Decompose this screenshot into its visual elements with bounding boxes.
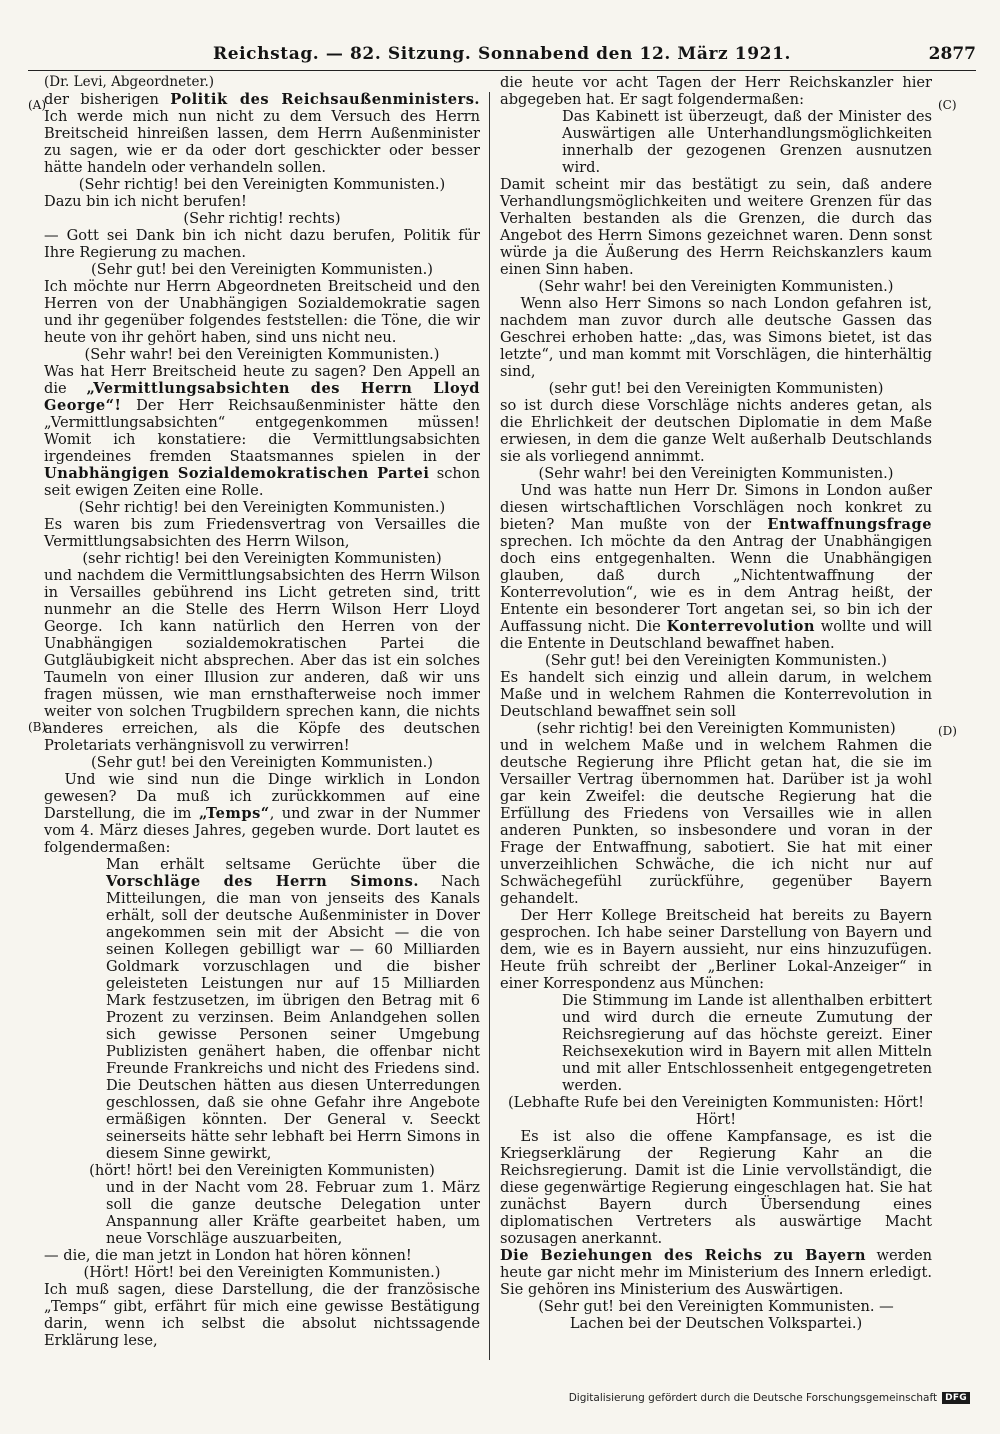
paragraph: Damit scheint mir das bestätigt zu sein, daß andere Verhandlungsmöglichkeiten und weitere Grenzen für das Verhalten bestanden als die Grenzen, die durch das Angebot des Herrn Simons gezeichnet waren. Denn sonst würde ja die Äußerung des Herrn Reichskanzlers kaum einen Sinn haben.	[500, 176, 932, 278]
text-run: werden heute gar nicht mehr im Ministerium des Innern erledigt. Sie gehören ins Ministerium des Auswärtigen.	[500, 1247, 933, 1298]
interjection: Lachen bei der Deutschen Volkspartei.)	[569, 1315, 863, 1332]
interjection: (Hört! Hört! bei den Vereinigten Kommunisten.)	[83, 1264, 441, 1281]
paragraph: Ich muß sagen, diese Darstellung, die der französische „Temps“ gibt, erfährt für mich eine gewisse Bestätigung darin, wenn ich selbst die absolut nichtssagende Erklärung lese,	[44, 1281, 480, 1349]
paragraph: Der Herr Kollege Breitscheid hat bereits zu Bayern gesprochen. Ich habe seiner Darstellung von Bayern und dem, wie es in Bayern aussieht, nur eins hinzuzufügen. Heute früh schreibt der „Berliner Lokal-Anzeiger“ in einer Korrespondenz aus München:	[500, 907, 932, 992]
emphasis-text: Entwaffnungsfrage	[767, 516, 932, 533]
paragraph	[44, 91, 480, 176]
paragraph: — Gott sei Dank bin ich nicht dazu berufen, Politik für Ihre Regierung zu machen.	[44, 227, 480, 261]
interjection: (Sehr wahr! bei den Vereinigten Kommunisten.)	[538, 465, 894, 482]
funding-note: Digitalisierung gefördert durch die Deutsche Forschungsgemeinschaft	[568, 1392, 938, 1404]
paragraph: so ist durch diese Vorschläge nichts anderes getan, als die Ehrlichkeit der deutschen Diplomatie in dem Maße erwiesen, in dem die ganze Welt außerhalb Deutschlands sie als vorliegend annimmt.	[500, 397, 932, 465]
emphasis-text: „Vermittlungsabsichten des Herrn Lloyd George“!	[44, 380, 480, 414]
interjection: (Sehr richtig! bei den Vereinigten Kommunisten.)	[78, 499, 446, 516]
interjection: (Sehr gut! bei den Vereinigten Kommunisten.)	[545, 652, 887, 669]
text-run: wollte und will die Entente in Deutschland bewaffnet haben.	[500, 618, 932, 652]
emphasis-text: Unabhängigen Sozialdemokratischen Partei	[44, 465, 430, 482]
emphasis-text: Konterrevolution	[666, 618, 815, 635]
text-run: Was hat Herr Breitscheid heute zu sagen? Den Appell an die	[44, 363, 480, 397]
margin-marker-a: (A)	[28, 98, 47, 112]
interjection: (hört! hört! bei den Vereinigten Kommunisten)	[89, 1162, 435, 1179]
paragraph: — die, die man jetzt in London hat hören können!	[44, 1247, 412, 1264]
page-number: 2877	[928, 44, 976, 64]
paragraph: Es handelt sich einzig und allein darum, in welchem Maße und in welchem Rahmen die Konterrevolution in Deutschland bewaffnet sein soll	[500, 669, 932, 720]
paragraph: und nachdem die Vermittlungsabsichten des Herrn Wilson in Versailles gebührend ins Licht getreten sind, tritt nunmehr an die Stelle des Herrn Wilson Herr Lloyd George. Ich kann natürlich den Herren von der Unabhängigen sozialdemokratischen Partei die Gutgläubigkeit nicht absprechen. Aber das ist ein solches Taumeln von einer Illusion zur anderen, daß wir uns fragen müssen, wie man ernsthafterweise noch immer weiter von solchen Trugbildern sprechen kann, die nichts anderes erreichen, als die Köpfe des deutschen Proletariats verhängnisvoll zu verwirren!	[44, 567, 480, 754]
page-header	[28, 42, 976, 71]
interjection: (sehr gut! bei den Vereinigten Kommunisten)	[548, 380, 884, 397]
paragraph	[500, 482, 932, 652]
interjection: (Sehr gut! bei den Vereinigten Kommunisten. —	[538, 1298, 894, 1315]
emphasis-text: Politik des Reichsaußenministers.	[170, 91, 480, 108]
right-column	[500, 74, 932, 1332]
interjection: (sehr richtig! bei den Vereinigten Kommunisten)	[82, 550, 442, 567]
block-quote: und in der Nacht vom 28. Februar zum 1. März soll die ganze deutsche Delegation unter Anspannung aller Kräfte gearbeitet haben, um neue Vorschläge auszuarbeiten,	[106, 1179, 480, 1247]
paragraph: Dazu bin ich nicht berufen!	[44, 193, 247, 210]
text-run: , und zwar in der Nummer vom 4. März dieses Jahres, gegeben wurde. Dort lautet es folgendermaßen:	[44, 805, 480, 856]
paragraph	[500, 1247, 932, 1298]
emphasis-text: Vorschläge des Herrn Simons.	[106, 873, 419, 890]
margin-marker-d: (D)	[938, 724, 957, 738]
column-divider	[489, 92, 490, 1360]
page-title: Reichstag. — 82. Sitzung. Sonnabend den 12. März 1921.	[212, 44, 792, 64]
text-run: Und wie sind nun die Dinge wirklich in London gewesen? Da muß ich zurückkommen auf eine Darstellung, die im	[44, 771, 480, 822]
text-run: Ich werde mich nun nicht zu dem Versuch des Herrn Breitscheid hinreißen lassen, dem Herrn Außenminister zu sagen, wie er da oder dort geschickter oder besser hätte handeln oder verhandeln sollen.	[44, 108, 480, 176]
margin-marker-b: (B)	[28, 720, 47, 734]
paragraph: Es waren bis zum Friedensvertrag von Versailles die Vermittlungsabsichten des Herrn Wilson,	[44, 516, 480, 550]
speaker-line: (Dr. Levi, Abgeordneter.)	[44, 74, 214, 90]
paragraph: die heute vor acht Tagen der Herr Reichskanzler hier abgegeben hat. Er sagt folgendermaßen:	[500, 74, 932, 108]
text-run: Und was hatte nun Herr Dr. Simons in London außer diesen wirtschaftlichen Vorschlägen noch konkret zu bieten? Man mußte von der	[500, 482, 932, 533]
text-run: Nach Mitteilungen, die man von jenseits des Kanals erhält, soll der deutsche Außenminister in Dover angekommen sein mit der Absicht — die von seinen Kollegen gebilligt war — 60 Milliarden Goldmark vorzuschlagen und die bisher geleisteten Leistungen nur auf 15 Milliarden Mark festzusetzen, im übrigen den Betrag mit 6 Prozent zu verzinsen. Beim Anlandgehen sollen sich gewisse Personen seiner Umgebung Publizisten genähert haben, die offenbar nicht Freunde Frankreichs und nicht des Friedens sind. Die Deutschen hätten aus diesen Unterredungen geschlossen, daß sie ohne Gefahr ihre Angebote ermäßigen könnten. Der General v. Seeckt seinerseits hätte sehr lebhaft bei Herrn Simons in diesem Sinne gewirkt,	[106, 873, 480, 1162]
block-quote: Das Kabinett ist überzeugt, daß der Minister des Auswärtigen alle Unterhandlungsmöglichkeiten innerhalb der gezogenen Grenzen ausnutzen wird.	[562, 108, 932, 176]
emphasis-text: „Temps“	[198, 805, 270, 822]
block-quote	[106, 856, 480, 1162]
block-quote: Die Stimmung im Lande ist allenthalben erbittert und wird durch die erneute Zumutung der Reichsregierung auf das höchste gereizt. Einer Reichsexekution wird in Bayern mit allen Mitteln und mit aller Entschlossenheit entgegengetreten werden.	[562, 992, 932, 1094]
text-run: Der Herr Reichsaußenminister hätte den „Vermittlungsabsichten“ entgegenkommen müssen! Womit ich konstatiere: die Vermittlungsabsichten irgendeines fremden Staatsmannes spielen in der	[44, 397, 480, 465]
paragraph: Es ist also die offene Kampfansage, es ist die Kriegserklärung der Regierung Kahr an die Reichsregierung. Damit ist die Linie vervollständigt, die diese gegenwärtige Regierung eingeschlagen hat. Sie hat zunächst Bayern durch Übersendung eines diplomatischen Vertreters als auswärtige Macht sozusagen anerkannt.	[500, 1128, 932, 1247]
emphasis-text: Die Beziehungen des Reichs zu Bayern	[500, 1247, 867, 1264]
paragraph: Ich möchte nur Herrn Abgeordneten Breitscheid und den Herren von der Unabhängigen Sozialdemokratie sagen und ihr gegenüber folgendes feststellen: die Töne, die wir heute von ihr gehört haben, sind uns nicht neu.	[44, 278, 480, 346]
text-run: sprechen. Ich möchte da den Antrag der Unabhängigen doch eins entgegenhalten. Wenn die Unabhängigen glauben, daß durch „Nichtentwaffnung der Konterrevolution“, wie es in dem Antrag heißt, der Entente ein besonderer Tort angetan sei, so bin ich der Auffassung nicht. Die	[500, 533, 932, 635]
dfg-logo: DFG	[942, 1392, 970, 1404]
paragraph	[44, 363, 480, 499]
text-run: Man erhält seltsame Gerüchte über die	[106, 856, 480, 873]
margin-marker-c: (C)	[938, 98, 957, 112]
paragraph	[44, 771, 480, 856]
paragraph: und in welchem Maße und in welchem Rahmen die deutsche Regierung ihre Pflicht getan hat, die sie im Versailler Vertrag übernommen hat. Darüber ist ja wohl gar kein Zweifel: die deutsche Regierung hat die Erfüllung des Friedens von Versailles wie in allen anderen Punkten, so insbesondere und voran in der Frage der Entwaffnung, sabotiert. Sie hat mit einer unverzeihlichen Schwäche, die ich nicht nur auf Schwächegefühl zurückführe, gegenüber Bayern gehandelt.	[500, 737, 932, 907]
funding-footer	[569, 1392, 970, 1404]
interjection: (Sehr richtig! rechts)	[183, 210, 341, 227]
interjection: (Sehr gut! bei den Vereinigten Kommunisten.)	[91, 754, 433, 771]
paragraph: Wenn also Herr Simons so nach London gefahren ist, nachdem man zuvor durch alle deutsche Gassen das Geschrei erhoben hatte: „das, was Simons bietet, ist das letzte“, und man kommt mit Vorschlägen, die hinterhältig sind,	[500, 295, 932, 380]
interjection: (Lebhafte Rufe bei den Vereinigten Kommunisten: Hört! Hört!	[507, 1094, 925, 1128]
interjection: (Sehr wahr! bei den Vereinigten Kommunisten.)	[538, 278, 894, 295]
left-column	[44, 74, 480, 1349]
interjection: (Sehr wahr! bei den Vereinigten Kommunisten.)	[84, 346, 440, 363]
text-run: der bisherigen	[44, 91, 171, 108]
interjection: (Sehr gut! bei den Vereinigten Kommunisten.)	[91, 261, 433, 278]
interjection: (sehr richtig! bei den Vereinigten Kommunisten)	[536, 720, 896, 737]
text-run: schon seit ewigen Zeiten eine Rolle.	[44, 465, 480, 499]
interjection: (Sehr richtig! bei den Vereinigten Kommunisten.)	[78, 176, 446, 193]
